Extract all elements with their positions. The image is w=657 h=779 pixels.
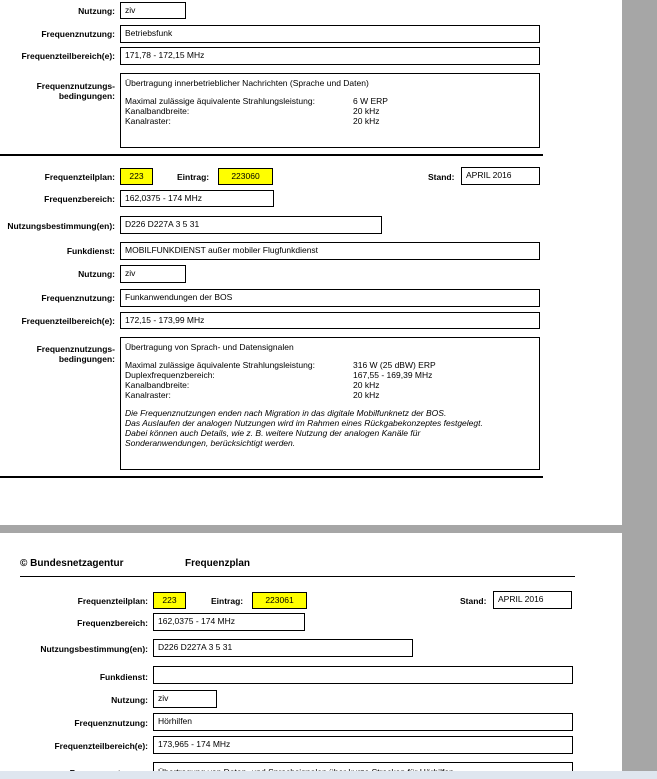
frequenzbereich-field: 162,0375 - 174 MHz	[120, 190, 274, 207]
cond-note-line: Sonderanwendungen, berücksichtigt werden.	[125, 438, 296, 448]
nutzungsbestimmung-field: D226 D227A 3 5 31	[120, 216, 382, 234]
cond-value: 316 W (25 dBW) ERP	[353, 360, 436, 370]
cond-row	[125, 116, 535, 126]
cond-key: Maximal zulässige äquivalente Strahlungsleistung:	[125, 360, 315, 370]
stand-label: Stand:	[428, 172, 455, 182]
frequenzbereich-label: Frequenzbereich:	[77, 618, 148, 628]
frequenzteilbereich-label: Frequenzteilbereich(e):	[21, 51, 115, 61]
cond-intro: Übertragung innerbetrieblicher Nachrichten (Sprache und Daten)	[125, 78, 369, 88]
funkdienst-label: Funkdienst:	[99, 672, 148, 682]
cond-row	[125, 390, 535, 400]
bedingungen-label	[37, 81, 115, 101]
eintrag-label: Eintrag:	[177, 172, 210, 182]
frequenzteilbereich-field: 173,965 - 174 MHz	[153, 736, 573, 754]
frequenzteilbereich-field: 171,78 - 172,15 MHz	[120, 47, 540, 65]
cond-row	[125, 96, 535, 106]
frequenzteilbereich-field: 172,15 - 173,99 MHz	[120, 312, 540, 329]
cond-key: Kanalbandbreite:	[125, 380, 190, 390]
nutzung-field: ziv	[120, 2, 186, 19]
cond-row	[125, 106, 535, 116]
header-rule	[20, 576, 575, 577]
stand-field: APRIL 2016	[493, 591, 572, 609]
cond-row	[125, 360, 535, 370]
cond-value: 20 kHz	[353, 106, 380, 116]
frequenznutzung-label: Frequenznutzung:	[41, 293, 115, 303]
cond-row	[125, 370, 535, 380]
section-divider	[0, 154, 543, 156]
eintrag-field: 223060	[218, 168, 273, 185]
nutzungsbestimmung-label: Nutzungsbestimmung(en):	[7, 221, 115, 231]
eintrag-label: Eintrag:	[211, 596, 244, 606]
bedingungen-label-text: Frequenznutzungs- bedingungen:	[36, 344, 115, 364]
copyright-header: © Bundesnetzagentur	[20, 558, 124, 569]
cond-key: Duplexfrequenzbereich:	[125, 370, 215, 380]
bedingungen-label	[37, 344, 115, 364]
cond-key: Kanalraster:	[125, 116, 171, 126]
frequenznutzung-field: Funkanwendungen der BOS	[120, 289, 540, 307]
cond-value: 20 kHz	[353, 390, 380, 400]
nutzungsbestimmung-field: D226 D227A 3 5 31	[153, 639, 413, 657]
bedingungen-label-text: Frequenznutzungs- bedingungen:	[36, 81, 115, 101]
document-page-2	[0, 533, 622, 779]
cond-row	[125, 380, 535, 390]
stand-label: Stand:	[460, 596, 487, 606]
document-title: Frequenzplan	[185, 558, 251, 569]
frequenzteilbereich-label: Frequenzteilbereich(e):	[54, 741, 148, 751]
nutzungsbestimmung-label: Nutzungsbestimmung(en):	[40, 644, 148, 654]
cond-key: Kanalbandbreite:	[125, 106, 190, 116]
section-divider	[0, 476, 543, 478]
cond-key: Kanalraster:	[125, 390, 171, 400]
viewer-bottom-strip	[0, 771, 657, 779]
frequenzteilplan-label: Frequenzteilplan:	[77, 596, 148, 606]
frequenzbereich-field: 162,0375 - 174 MHz	[153, 613, 305, 631]
bedingungen-box	[120, 73, 540, 148]
nutzung-label: Nutzung:	[111, 695, 148, 705]
funkdienst-field	[153, 666, 573, 684]
cond-note-line: Das Auslaufen der analogen Nutzungen wird im Rahmen eines Rückgabekonzeptes festgelegt.	[125, 418, 483, 428]
frequenzbereich-label: Frequenzbereich:	[44, 194, 115, 204]
funkdienst-label: Funkdienst:	[66, 246, 115, 256]
cond-note-line: Die Frequenznutzungen enden nach Migration in das digitale Mobilfunknetz der BOS.	[125, 408, 447, 418]
frequenzteilplan-field: 223	[120, 168, 153, 185]
cond-value: 20 kHz	[353, 380, 380, 390]
frequenzteilplan-label: Frequenzteilplan:	[44, 172, 115, 182]
cond-key: Maximal zulässige äquivalente Strahlungsleistung:	[125, 96, 315, 106]
frequenzteilbereich-label: Frequenzteilbereich(e):	[21, 316, 115, 326]
cond-intro: Übertragung von Sprach- und Datensignalen	[125, 342, 294, 352]
nutzung-label: Nutzung:	[78, 269, 115, 279]
eintrag-field: 223061	[252, 592, 307, 609]
frequenznutzung-label: Frequenznutzung:	[74, 718, 148, 728]
funkdienst-field: MOBILFUNKDIENST außer mobiler Flugfunkdienst	[120, 242, 540, 260]
frequenznutzung-field: Hörhilfen	[153, 713, 573, 731]
stand-field: APRIL 2016	[461, 167, 540, 185]
cond-note-line: Dabei können auch Details, wie z. B. weitere Nutzung der analogen Kanäle für	[125, 428, 421, 438]
nutzung-field: ziv	[120, 265, 186, 283]
frequenznutzung-field: Betriebsfunk	[120, 25, 540, 43]
bedingungen-box	[120, 337, 540, 470]
cond-value: 167,55 - 169,39 MHz	[353, 370, 433, 380]
frequenznutzung-label: Frequenznutzung:	[41, 29, 115, 39]
nutzung-field: ziv	[153, 690, 217, 708]
frequenzteilplan-field: 223	[153, 592, 186, 609]
cond-value: 6 W ERP	[353, 96, 388, 106]
cond-value: 20 kHz	[353, 116, 380, 126]
nutzung-label: Nutzung:	[78, 6, 115, 16]
